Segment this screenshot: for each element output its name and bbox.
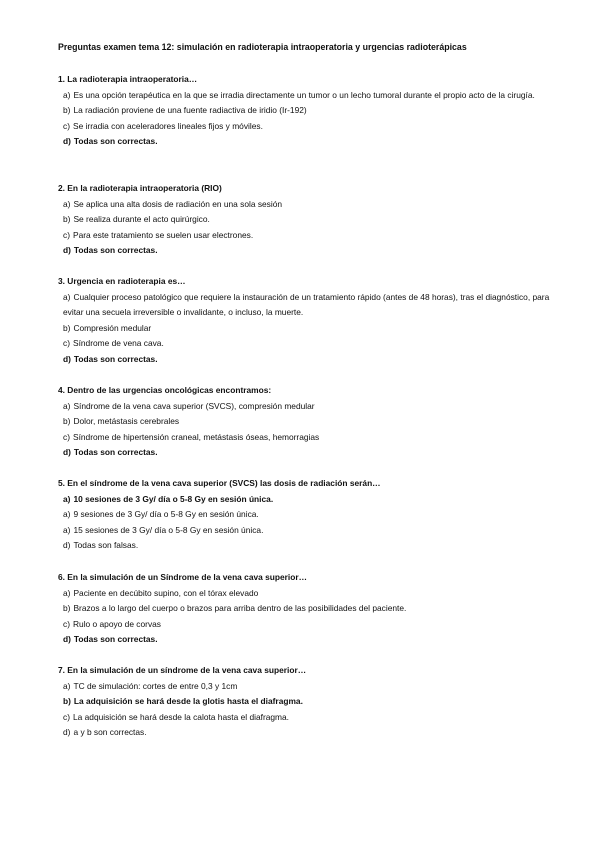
option-b — [58, 321, 550, 337]
option-c — [58, 710, 550, 726]
option-text: Todas son correctas. — [73, 136, 158, 147]
question-5 — [58, 476, 550, 554]
option-a-second — [58, 507, 550, 523]
option-text: Síndrome de la vena cava superior (SVCS), compresión medular — [73, 400, 315, 411]
option-letter: c) — [63, 618, 70, 629]
question-stem: 7. En la simulación de un síndrome de la vena cava superior… — [58, 665, 307, 675]
option-text: Para este tratamiento se suelen usar electrones. — [72, 229, 254, 240]
option-text: Todas son correctas. — [73, 447, 158, 458]
option-d — [58, 725, 550, 741]
option-b — [58, 414, 550, 430]
option-text: Todas son correctas. — [73, 245, 158, 256]
question-7 — [58, 663, 550, 741]
option-text: Se aplica una alta dosis de radiación en una sola sesión — [73, 198, 283, 209]
option-letter: d) — [63, 727, 71, 738]
option-letter: a) — [63, 89, 71, 100]
option-letter: d) — [63, 353, 71, 364]
option-d-correct — [58, 134, 550, 150]
option-text: La radiación proviene de una fuente radiactiva de iridio (Ir-192) — [73, 105, 307, 116]
question-2 — [58, 181, 550, 259]
option-letter: d) — [63, 540, 71, 551]
question-6 — [58, 570, 550, 648]
option-letter: b) — [63, 603, 71, 614]
option-text: Cualquier proceso patológico que requiere la instauración de un tratamiento rápido (antes de 48 horas), tras el diagnóstico, para evitar una secuela irreversible o invalidante, o incluso, la muerte. — [63, 291, 550, 318]
document-title: Preguntas examen tema 12: simulación en radioterapia intraoperatoria y urgencias radioterápicas — [58, 42, 467, 52]
option-c — [58, 228, 550, 244]
question-stem: 3. Urgencia en radioterapia es… — [58, 276, 186, 286]
option-c — [58, 617, 550, 633]
question-stem: 6. En la simulación de un Síndrome de la vena cava superior… — [58, 572, 308, 582]
option-b — [58, 601, 550, 617]
option-a — [58, 290, 550, 321]
option-b — [58, 212, 550, 228]
question-1 — [58, 72, 550, 150]
option-text: Síndrome de hipertensión craneal, metástasis óseas, hemorragias — [72, 431, 320, 442]
option-letter: a) — [63, 509, 71, 520]
option-text: Todas son correctas. — [73, 353, 158, 364]
option-text: a y b son correctas. — [73, 727, 147, 738]
option-b — [58, 103, 550, 119]
option-text: TC de simulación: cortes de entre 0,3 y 1cm — [73, 680, 238, 691]
question-stem: 5. En el síndrome de la vena cava superior (SVCS) las dosis de radiación serán… — [58, 478, 381, 488]
question-stem: 4. Dentro de las urgencias oncológicas encontramos: — [58, 385, 272, 395]
option-text: 15 sesiones de 3 Gy/ día o 5-8 Gy en sesión única. — [73, 524, 264, 535]
option-letter: c) — [63, 431, 70, 442]
option-letter: d) — [63, 447, 71, 458]
option-a — [58, 586, 550, 602]
option-letter: a) — [63, 587, 71, 598]
option-a — [58, 88, 550, 104]
option-b-correct — [58, 694, 550, 710]
option-letter: b) — [63, 696, 71, 707]
option-a — [58, 197, 550, 213]
question-4 — [58, 383, 550, 461]
option-d-correct — [58, 352, 550, 368]
option-letter: a) — [63, 400, 71, 411]
option-text: Es una opción terapéutica en la que se irradia directamente un tumor o un lecho tumoral durante el propio acto de la cirugía. — [73, 89, 535, 100]
option-letter: a) — [63, 524, 71, 535]
option-c — [58, 430, 550, 446]
option-text: Dolor, metástasis cerebrales — [73, 416, 180, 427]
option-text: Se irradia con aceleradores lineales fijos y móviles. — [72, 120, 263, 131]
option-letter: c) — [63, 338, 70, 349]
option-letter: c) — [63, 120, 70, 131]
option-a — [58, 679, 550, 695]
option-letter: c) — [63, 711, 70, 722]
option-text: Síndrome de vena cava. — [72, 338, 164, 349]
option-letter: b) — [63, 322, 71, 333]
option-text: Rulo o apoyo de corvas — [72, 618, 161, 629]
option-letter: a) — [63, 198, 71, 209]
option-letter: c) — [63, 229, 70, 240]
option-text: Todas son falsas. — [73, 540, 139, 551]
option-text: La adquisición se hará desde la calota hasta el diafragma. — [72, 711, 290, 722]
option-letter: b) — [63, 416, 71, 427]
option-d — [58, 538, 550, 554]
option-letter: d) — [63, 634, 71, 645]
question-stem: 1. La radioterapia intraoperatoria… — [58, 74, 198, 84]
option-letter: a) — [63, 493, 71, 504]
option-text: 9 sesiones de 3 Gy/ día o 5-8 Gy en sesión única. — [73, 509, 259, 520]
question-stem: 2. En la radioterapia intraoperatoria (RIO) — [58, 183, 222, 193]
option-text: La adquisición se hará desde la glotis hasta el diafragma. — [73, 696, 303, 707]
question-3 — [58, 274, 550, 368]
option-letter: a) — [63, 680, 71, 691]
option-letter: a) — [63, 291, 71, 302]
option-text: Compresión medular — [73, 322, 152, 333]
option-letter: b) — [63, 105, 71, 116]
option-letter: d) — [63, 245, 71, 256]
option-text: Brazos a lo largo del cuerpo o brazos para arriba dentro de las posibilidades del paciente. — [73, 603, 407, 614]
option-c — [58, 336, 550, 352]
option-letter: d) — [63, 136, 71, 147]
option-d-correct — [58, 445, 550, 461]
option-a-third — [58, 523, 550, 539]
option-d-correct — [58, 243, 550, 259]
option-c — [58, 119, 550, 135]
option-a-correct — [58, 492, 550, 508]
option-text: Se realiza durante el acto quirúrgico. — [73, 214, 210, 225]
option-text: Paciente en decúbito supino, con el tórax elevado — [73, 587, 259, 598]
option-text: Todas son correctas. — [73, 634, 158, 645]
option-d-correct — [58, 632, 550, 648]
option-text: 10 sesiones de 3 Gy/ día o 5-8 Gy en sesión única. — [73, 493, 274, 504]
option-a — [58, 399, 550, 415]
option-letter: b) — [63, 214, 71, 225]
